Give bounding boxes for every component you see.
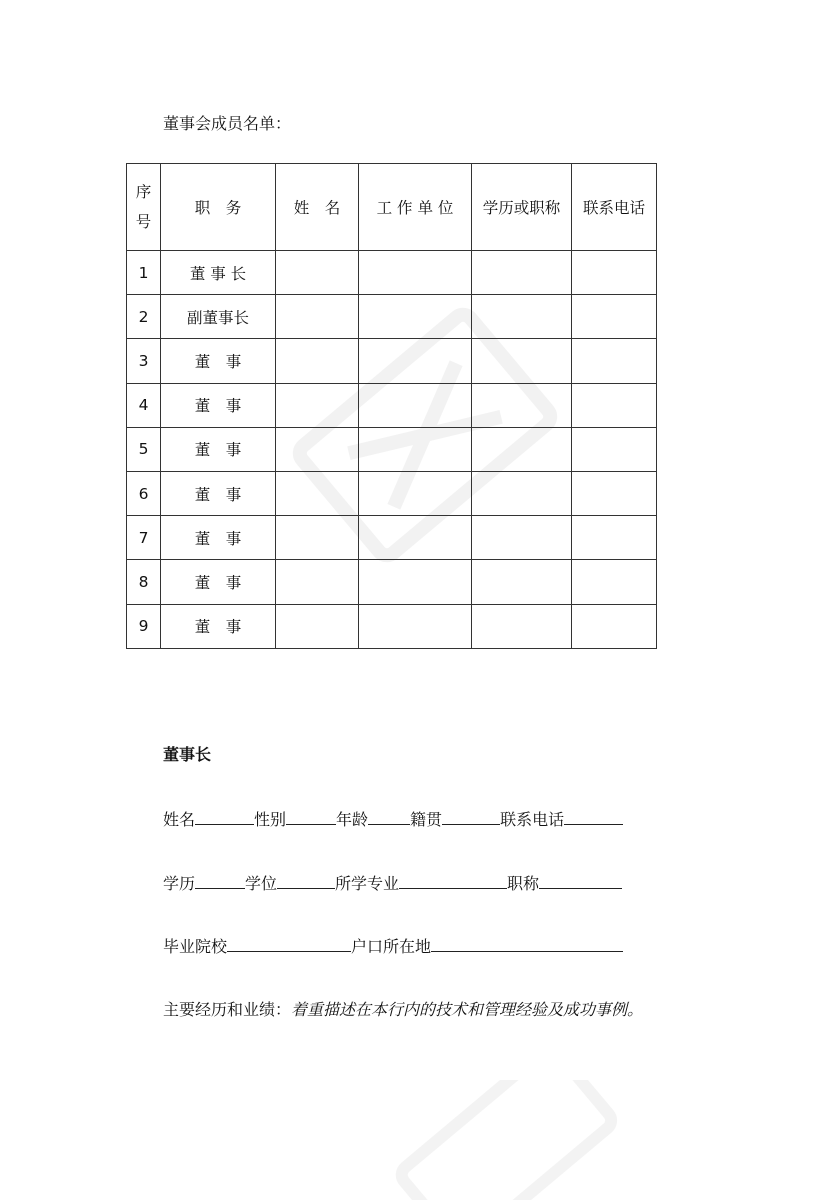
hometown-label: 籍贯	[410, 810, 443, 829]
cell-education[interactable]	[472, 471, 572, 515]
gender-label: 性别	[254, 810, 287, 829]
cell-position: 董 事 长	[161, 251, 276, 295]
school-label: 毕业院校	[163, 937, 228, 956]
cell-employer[interactable]	[359, 471, 472, 515]
cell-position: 副董事长	[161, 295, 276, 339]
table-row	[127, 471, 657, 515]
phone-blank[interactable]	[564, 806, 623, 825]
cell-phone[interactable]	[572, 383, 657, 427]
cell-seq: 7	[127, 516, 161, 560]
title-blank[interactable]	[539, 870, 622, 889]
cell-name[interactable]	[276, 560, 359, 604]
table-row	[127, 295, 657, 339]
residence-label: 户口所在地	[351, 937, 432, 956]
cell-name[interactable]	[276, 427, 359, 471]
header-seq-line1: 序	[135, 183, 152, 201]
cell-seq: 2	[127, 295, 161, 339]
cell-phone[interactable]	[572, 427, 657, 471]
chairman-info-line-2	[163, 870, 622, 897]
experience-hint: 着重描述在本行内的技术和管理经验及成功事例。	[291, 1000, 644, 1019]
cell-name[interactable]	[276, 251, 359, 295]
cell-name[interactable]	[276, 516, 359, 560]
name-blank[interactable]	[195, 806, 254, 825]
chairman-info-line-1	[163, 806, 623, 833]
education-blank[interactable]	[195, 870, 245, 889]
cell-seq: 3	[127, 339, 161, 383]
cell-position: 董 事	[161, 604, 276, 648]
phone-label: 联系电话	[500, 810, 565, 829]
cell-position: 董 事	[161, 560, 276, 604]
cell-seq: 5	[127, 427, 161, 471]
cell-employer[interactable]	[359, 560, 472, 604]
cell-education[interactable]	[472, 604, 572, 648]
table-row	[127, 516, 657, 560]
table-row	[127, 427, 657, 471]
major-blank[interactable]	[399, 870, 507, 889]
degree-label: 学位	[245, 874, 278, 893]
cell-seq: 4	[127, 383, 161, 427]
gender-blank[interactable]	[286, 806, 336, 825]
table-row	[127, 383, 657, 427]
cell-seq: 8	[127, 560, 161, 604]
age-label: 年龄	[336, 810, 369, 829]
cell-education[interactable]	[472, 427, 572, 471]
header-employer: 工 作 单 位	[359, 164, 472, 251]
chairman-section-title: 董事长	[163, 745, 212, 764]
roster-heading: 董事会成员名单：	[163, 114, 292, 133]
cell-employer[interactable]	[359, 295, 472, 339]
cell-employer[interactable]	[359, 516, 472, 560]
header-phone: 联系电话	[572, 164, 657, 251]
cell-phone[interactable]	[572, 604, 657, 648]
header-position: 职 务	[161, 164, 276, 251]
cell-position: 董 事	[161, 471, 276, 515]
header-education: 学历或职称	[472, 164, 572, 251]
major-label: 所学专业	[335, 874, 400, 893]
cell-position: 董 事	[161, 427, 276, 471]
cell-education[interactable]	[472, 560, 572, 604]
hometown-blank[interactable]	[442, 806, 500, 825]
cell-position: 董 事	[161, 516, 276, 560]
name-label: 姓名	[163, 810, 196, 829]
cell-phone[interactable]	[572, 516, 657, 560]
cell-seq: 1	[127, 251, 161, 295]
chairman-info-line-4	[163, 997, 643, 1023]
cell-name[interactable]	[276, 471, 359, 515]
header-seq	[127, 164, 161, 251]
cell-employer[interactable]	[359, 383, 472, 427]
age-blank[interactable]	[368, 806, 410, 825]
cell-education[interactable]	[472, 516, 572, 560]
degree-blank[interactable]	[277, 870, 335, 889]
cell-seq: 9	[127, 604, 161, 648]
cell-employer[interactable]	[359, 251, 472, 295]
cell-position: 董 事	[161, 383, 276, 427]
table-row	[127, 339, 657, 383]
cell-position: 董 事	[161, 339, 276, 383]
cell-phone[interactable]	[572, 560, 657, 604]
watermark-mark-bottom	[360, 1080, 640, 1200]
cell-education[interactable]	[472, 339, 572, 383]
cell-education[interactable]	[472, 251, 572, 295]
cell-phone[interactable]	[572, 295, 657, 339]
education-label: 学历	[163, 874, 196, 893]
cell-employer[interactable]	[359, 604, 472, 648]
cell-employer[interactable]	[359, 339, 472, 383]
cell-phone[interactable]	[572, 471, 657, 515]
cell-education[interactable]	[472, 295, 572, 339]
experience-label: 主要经历和业绩：	[163, 1000, 292, 1019]
header-name: 姓 名	[276, 164, 359, 251]
cell-education[interactable]	[472, 383, 572, 427]
residence-blank[interactable]	[431, 933, 623, 952]
cell-phone[interactable]	[572, 339, 657, 383]
table-row	[127, 604, 657, 648]
header-seq-line2: 号	[135, 213, 152, 231]
title-label: 职称	[507, 874, 540, 893]
cell-name[interactable]	[276, 339, 359, 383]
cell-phone[interactable]	[572, 251, 657, 295]
table-row	[127, 560, 657, 604]
cell-name[interactable]	[276, 383, 359, 427]
cell-seq: 6	[127, 471, 161, 515]
table-header-row	[127, 164, 657, 251]
school-blank[interactable]	[227, 933, 351, 952]
chairman-info-line-3	[163, 933, 623, 960]
cell-name[interactable]	[276, 604, 359, 648]
table-row	[127, 251, 657, 295]
board-roster-table	[126, 163, 657, 649]
cell-name[interactable]	[276, 295, 359, 339]
cell-employer[interactable]	[359, 427, 472, 471]
